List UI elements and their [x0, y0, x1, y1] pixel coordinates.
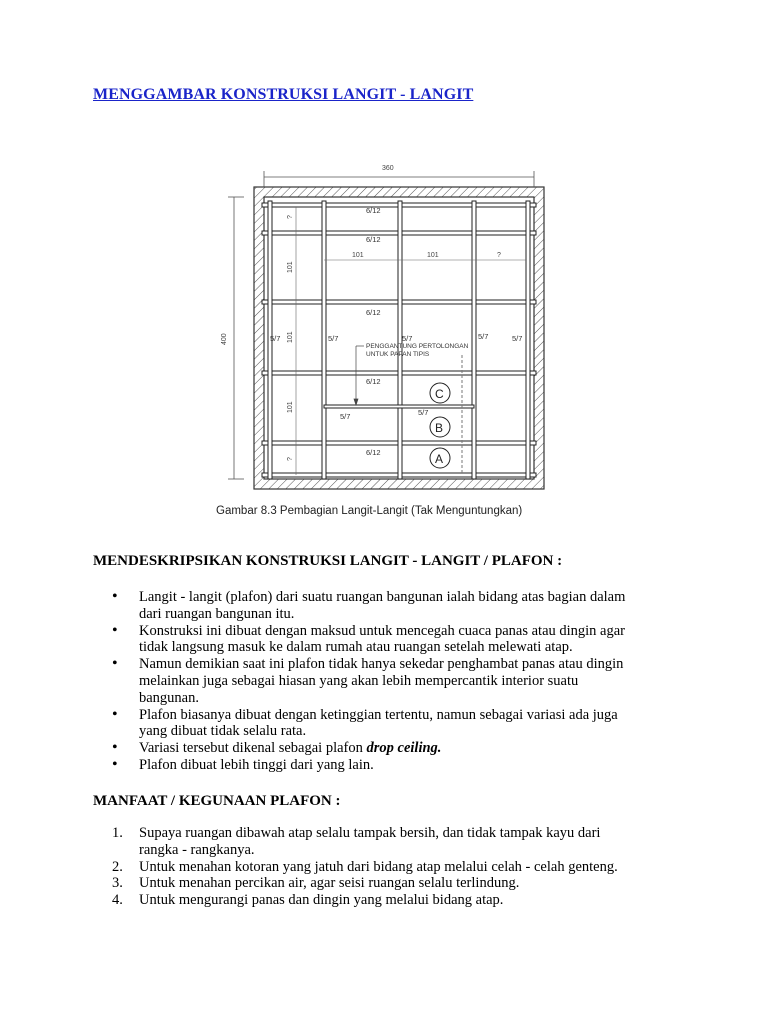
dim-101-left-1: 101 [287, 261, 294, 273]
label-57-5: 5/7 [512, 334, 523, 343]
list-item [93, 875, 693, 892]
list-item-text: bangunan. [139, 689, 199, 706]
section-heading-description: MENDESKRIPSIKAN KONSTRUKSI LANGIT - LANGIT / PLAFON : [93, 553, 563, 569]
marker-c: C [435, 387, 444, 401]
dimension-left [228, 197, 244, 479]
description-list [93, 589, 693, 774]
list-item-text: Langit - langit (plafon) dari suatu ruangan bangunan ialah bidang atas bagian dalam [139, 589, 626, 605]
list-item-text: Untuk menahan kotoran yang jatuh dari bidang atap melalui celah - celah genteng. [139, 858, 618, 875]
list-item-text: Untuk mengurangi panas dan dingin yang melalui bidang atap. [139, 892, 504, 909]
label-57-1: 5/7 [270, 334, 281, 343]
list-number: 1. [112, 825, 123, 841]
list-item-text: Plafon biasanya dibuat dengan ketinggian tertentu, namun sebagai variasi ada juga [139, 706, 618, 723]
drop-ceiling-emphasis: drop ceiling. [366, 740, 442, 757]
label-612-1: 6/12 [366, 206, 381, 215]
list-item [93, 825, 693, 859]
section-heading-benefits: MANFAAT / KEGUNAAN PLAFON : [93, 793, 341, 809]
list-item-text: rangka - rangkanya. [139, 841, 255, 858]
marker-a: A [435, 452, 444, 466]
label-612-2: 6/12 [366, 235, 381, 244]
page-title[interactable]: MENGGAMBAR KONSTRUKSI LANGIT - LANGIT [93, 86, 474, 103]
list-item-text: Plafon dibuat lebih tinggi dari yang lain. [139, 756, 374, 773]
list-item-text: Konstruksi ini dibuat dengan maksud untuk mencegah cuaca panas atau dingin agar [139, 622, 626, 639]
label-57-4: 5/7 [478, 332, 489, 341]
figure-caption: Gambar 8.3 Pembagian Langit-Langit (Tak Menguntungkan) [216, 505, 523, 517]
ceiling-plan-drawing [212, 155, 572, 525]
list-item [93, 757, 693, 774]
list-item-text: melainkan juga sebagai hiasan yang akan lebih mempercantik interior suatu [139, 672, 579, 689]
list-item [93, 623, 693, 657]
list-item-text: tidak langsung masuk ke dalam rumah atau ruangan setelah melewati atap. [139, 639, 573, 656]
label-57-2: 5/7 [328, 334, 339, 343]
list-item [93, 892, 693, 909]
dim-400-label: 400 [221, 333, 228, 345]
list-item [93, 859, 693, 876]
list-item [93, 589, 693, 623]
dim-q-left-top: ? [287, 215, 294, 219]
label-57-6: 5/7 [340, 412, 351, 421]
label-612-3: 6/12 [366, 308, 381, 317]
label-57-3: 5/7 [402, 334, 413, 343]
list-item-text: Supaya ruangan dibawah atap selalu tampak bersih, dan tidak tampak kayu dari [139, 825, 601, 841]
hanger-note-line2: UNTUK PAPAN TIPIS [366, 351, 430, 358]
list-item-text: yang dibuat tidak selalu rata. [139, 723, 307, 740]
ceiling-construction-figure [212, 155, 572, 525]
list-item-text: Variasi tersebut dikenal sebagai plafon [139, 740, 367, 757]
dimension-top [264, 171, 534, 187]
list-item [93, 740, 693, 757]
dim-101-a: 101 [352, 252, 364, 259]
dim-360-label: 360 [382, 165, 394, 172]
list-number: 2. [112, 858, 123, 875]
label-57-7: 5/7 [418, 408, 429, 417]
list-item-text: Untuk menahan percikan air, agar seisi ruangan selalu terlindung. [139, 875, 520, 892]
hanger-note-line1: PENGGANTUNG PERTOLONGAN [366, 343, 469, 350]
dim-q-left-bottom: ? [287, 457, 294, 461]
dim-101-b: 101 [427, 252, 439, 259]
list-item-text: Namun demikian saat ini plafon tidak hanya sekedar penghambat panas atau dingin [139, 656, 624, 673]
benefits-list [93, 825, 693, 909]
label-612-5: 6/12 [366, 448, 381, 457]
short-battens [324, 405, 474, 408]
list-number: 3. [112, 875, 123, 892]
dim-q-top-right: ? [497, 252, 501, 259]
list-item [93, 707, 693, 741]
list-number: 4. [112, 892, 123, 909]
dim-101-left-2: 101 [287, 331, 294, 343]
list-item-text: dari ruangan bangunan itu. [139, 605, 295, 622]
dim-101-left-3: 101 [287, 401, 294, 413]
label-612-4: 6/12 [366, 377, 381, 386]
list-item [93, 656, 693, 706]
marker-b: B [435, 421, 444, 435]
